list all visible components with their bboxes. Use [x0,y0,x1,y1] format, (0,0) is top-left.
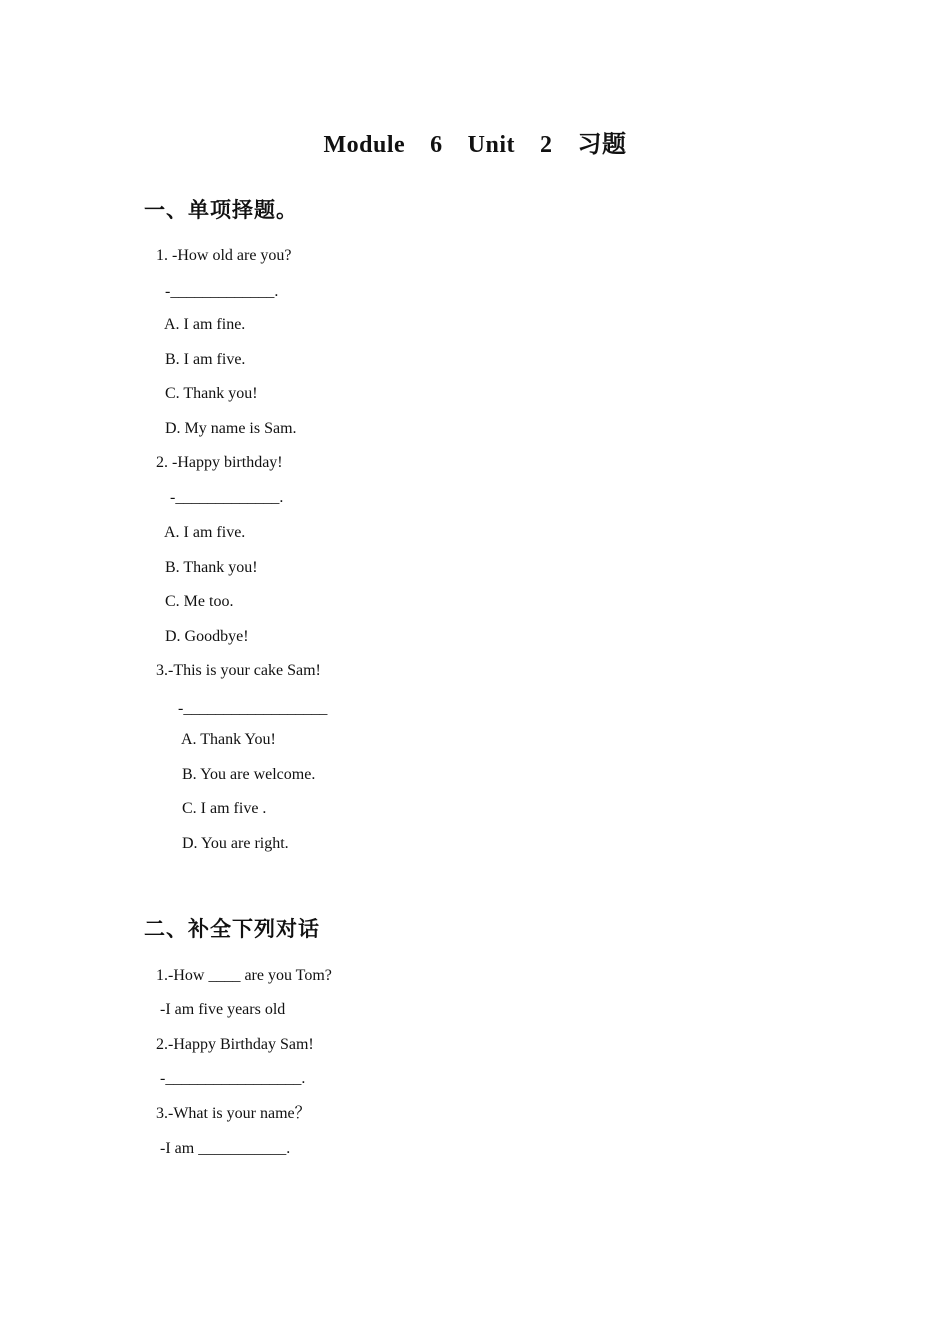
question-2-option-b: B. Thank you! [165,559,258,576]
question-3-option-a: A. Thank You! [181,731,276,748]
dialogue-3-line-2: -I am ___________. [160,1140,291,1157]
section-1-heading: 一、单项择题。 [144,198,298,222]
question-1-prompt: 1. -How old are you? [156,247,292,264]
dialogue-3-line-1: 3.-What is your name？ [156,1105,311,1122]
question-3-option-c: C. I am five . [182,800,267,817]
question-2-option-d: D. Goodbye! [165,628,249,645]
question-3-answer-line: -__________________ [178,700,328,717]
question-2-prompt: 2. -Happy birthday! [156,454,283,471]
question-1-answer-line: -_____________. [165,283,279,300]
dialogue-2-line-2: -_________________. [160,1070,306,1087]
dialogue-2-line-1: 2.-Happy Birthday Sam! [156,1036,314,1053]
question-2-option-a: A. I am five. [164,524,246,541]
question-1-option-b: B. I am five. [165,351,246,368]
section-2-heading: 二、补全下列对话 [144,917,320,941]
question-3-prompt: 3.-This is your cake Sam! [156,662,321,679]
question-1-option-d: D. My name is Sam. [165,420,297,437]
question-3-option-d: D. You are right. [182,835,289,852]
dialogue-1-line-2: -I am five years old [160,1001,286,1018]
question-3-option-b: B. You are welcome. [182,766,316,783]
question-2-option-c: C. Me too. [165,593,234,610]
question-2-answer-line: -_____________. [170,489,284,506]
question-1-option-a: A. I am fine. [164,316,246,333]
question-1-option-c: C. Thank you! [165,385,258,402]
document-title: Module 6 Unit 2 习题 [323,132,627,158]
dialogue-1-line-1: 1.-How ____ are you Tom? [156,967,332,984]
